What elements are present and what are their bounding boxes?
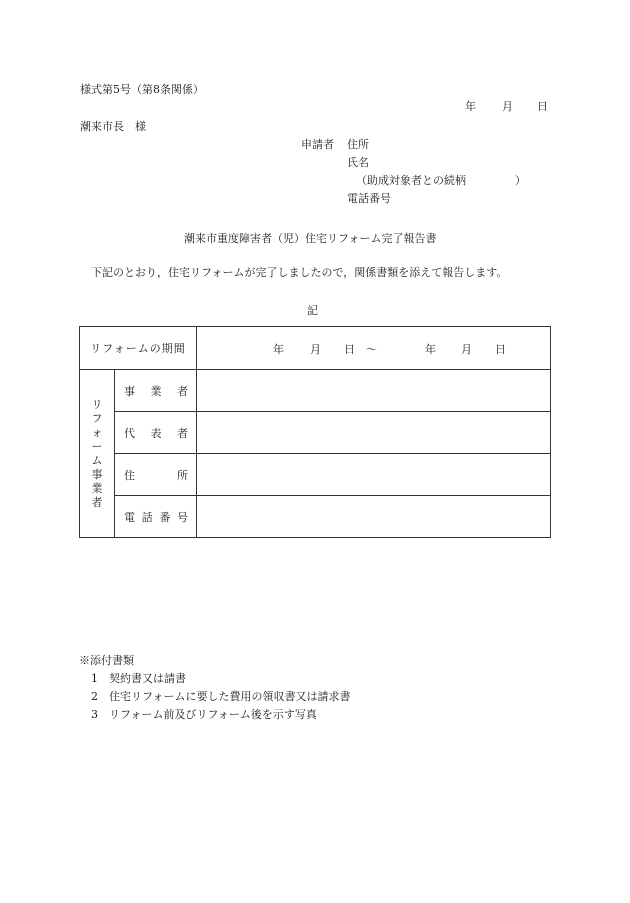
attachment-item: リフォーム前及びリフォーム後を示す写真 xyxy=(109,708,317,721)
report-table xyxy=(79,326,551,538)
period-row xyxy=(80,327,551,370)
representative-label: 代 表 者 xyxy=(115,412,197,454)
business-name-label: 事 業 者 xyxy=(115,370,197,412)
period-start-year: 年 xyxy=(273,343,285,356)
period-end-month: 月 xyxy=(461,343,473,356)
table-row xyxy=(80,412,551,454)
table-row xyxy=(80,496,551,538)
attachment-number: 3 xyxy=(91,708,98,721)
table-row xyxy=(80,454,551,496)
period-start-day: 日 xyxy=(344,343,356,356)
attachment-number: 2 xyxy=(91,690,98,703)
date-year-label: 年 xyxy=(465,100,476,113)
period-end-day: 日 xyxy=(495,343,507,356)
applicant-role-label: 申請者 xyxy=(301,138,334,151)
ki-label: 記 xyxy=(307,304,318,317)
date-day-label: 日 xyxy=(537,100,548,113)
attachment-item: 住宅リフォームに要した費用の領収書又は請求書 xyxy=(109,690,351,703)
date-month-label: 月 xyxy=(502,100,513,113)
form-number: 様式第5号（第8条関係） xyxy=(80,83,204,96)
addressee: 潮来市長 様 xyxy=(80,120,146,133)
attachment-number: 1 xyxy=(91,672,98,685)
attachment-item: 契約書又は請書 xyxy=(109,672,186,685)
name-label: 氏名 xyxy=(347,156,369,169)
period-start-month: 月 xyxy=(310,343,322,356)
business-phone-label: 電 話 番 号 xyxy=(115,496,197,538)
representative-field[interactable] xyxy=(197,412,551,454)
business-name-field[interactable] xyxy=(197,370,551,412)
business-phone-field[interactable] xyxy=(197,496,551,538)
document-title: 潮来市重度障害者（児）住宅リフォーム完了報告書 xyxy=(184,232,437,245)
body-text: 下記のとおり，住宅リフォームが完了しましたので，関係書類を添えて報告します。 xyxy=(91,266,508,279)
phone-label: 電話番号 xyxy=(347,192,391,205)
business-operator-label: リ フ ォ ー ム 事 業 者 xyxy=(80,370,115,538)
business-address-label: 住 所 xyxy=(115,454,197,496)
period-end-year: 年 xyxy=(425,343,437,356)
period-value-cell[interactable] xyxy=(197,327,551,370)
attachments-heading: ※添付書類 xyxy=(79,654,134,667)
period-tilde: ～ xyxy=(366,343,378,356)
period-label: リフォームの期間 xyxy=(80,327,197,370)
relation-label-close: ） xyxy=(515,174,526,187)
relation-label-open: （助成対象者との続柄 xyxy=(356,174,466,187)
table-row xyxy=(80,370,551,412)
address-label: 住所 xyxy=(347,138,369,151)
business-address-field[interactable] xyxy=(197,454,551,496)
